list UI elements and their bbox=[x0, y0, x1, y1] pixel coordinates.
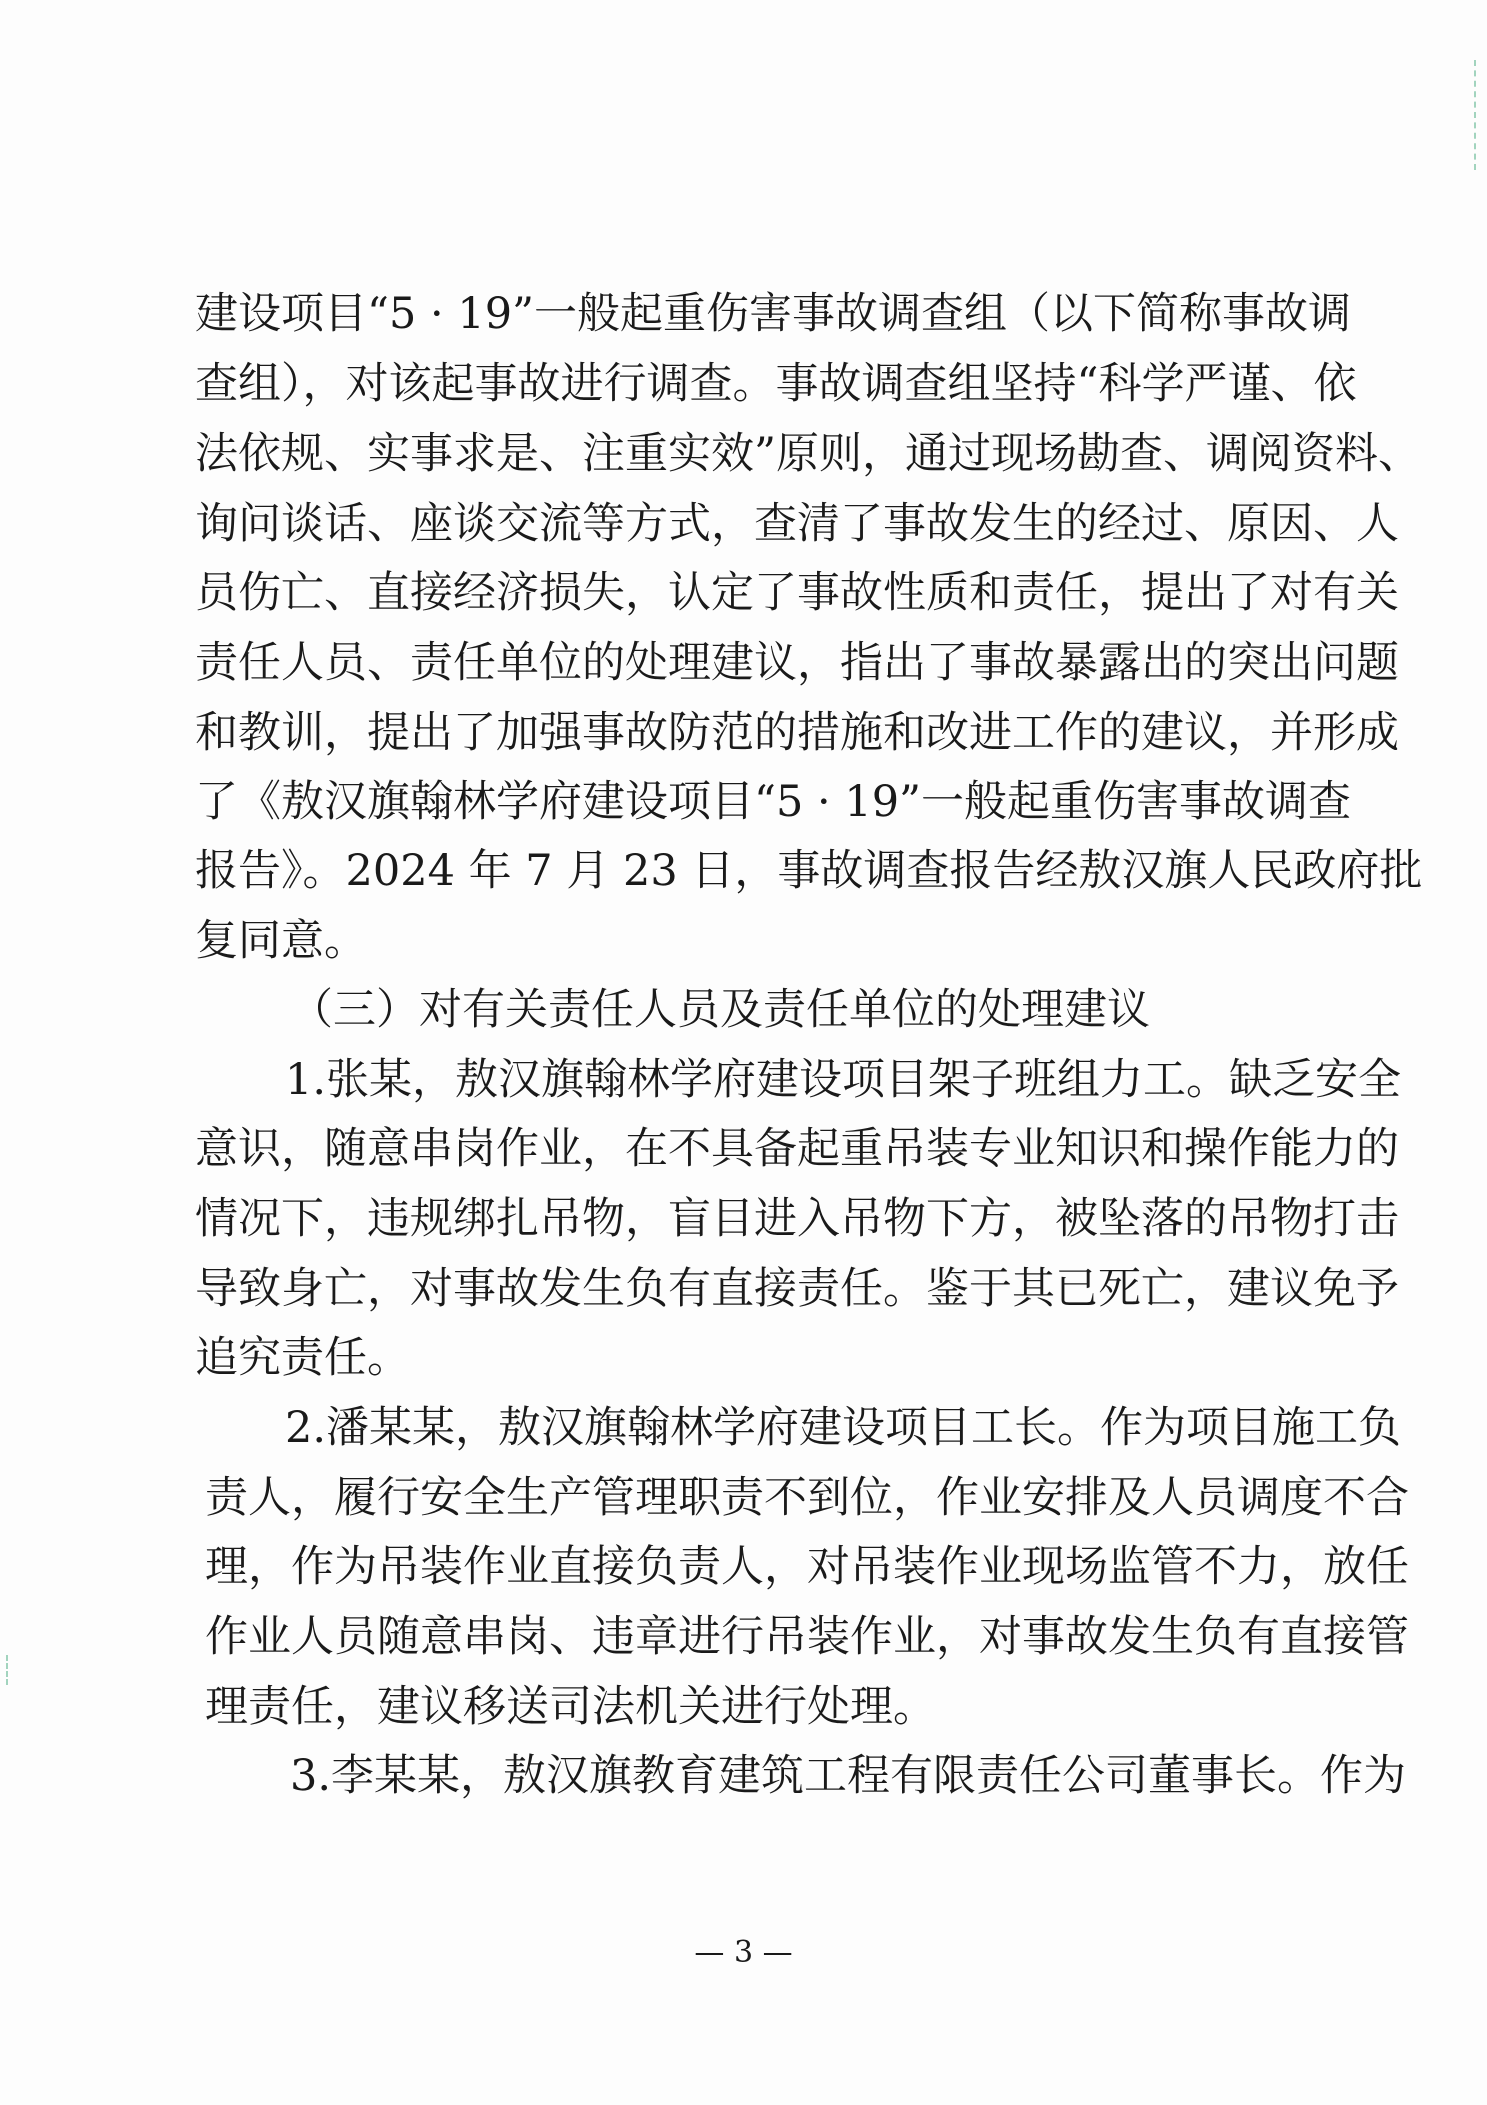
item-1-line: 情况下，违规绑扎吊物，盲目进入吊物下方，被坠落的吊物打击 bbox=[195, 1194, 1399, 1244]
item-3-line: 3.李某某，敖汉旗教育建筑工程有限责任公司董事长。作为 bbox=[290, 1751, 1407, 1801]
item-2-line: 理，作为吊装作业直接负责人，对吊装作业现场监管不力，放任 bbox=[205, 1542, 1409, 1592]
item-1-line: 意识，随意串岗作业，在不具备起重吊装专业知识和操作能力的 bbox=[195, 1124, 1399, 1174]
item-1-line: 导致身亡，对事故发生负有直接责任。鉴于其已死亡，建议免予 bbox=[195, 1264, 1399, 1314]
item-2-line: 理责任，建议移送司法机关进行处理。 bbox=[205, 1682, 936, 1732]
paragraph-line: 了《敖汉旗翰林学府建设项目“5 · 19”一般起重伤害事故调查 bbox=[195, 777, 1352, 827]
paragraph-line: 报告》。2024 年 7 月 23 日，事故调查报告经敖汉旗人民政府批 bbox=[195, 846, 1423, 896]
paragraph-line: 建设项目“5 · 19”一般起重伤害事故调查组（以下简称事故调 bbox=[195, 289, 1352, 339]
section-heading: （三）对有关责任人员及责任单位的处理建议 bbox=[290, 985, 1150, 1035]
paragraph-line: 和教训，提出了加强事故防范的措施和改进工作的建议，并形成 bbox=[195, 708, 1399, 758]
paragraph-line: 查组），对该起事故进行调查。事故调查组坚持“科学严谨、依 bbox=[195, 359, 1357, 409]
scan-edge-mark bbox=[1474, 60, 1476, 170]
paragraph-line: 询问谈话、座谈交流等方式，查清了事故发生的经过、原因、人 bbox=[195, 499, 1399, 549]
paragraph-line: 法依规、实事求是、注重实效”原则，通过现场勘查、调阅资料、 bbox=[195, 429, 1421, 479]
item-2-line: 作业人员随意串岗、违章进行吊装作业，对事故发生负有直接管 bbox=[205, 1612, 1409, 1662]
item-1-line: 1.张某，敖汉旗翰林学府建设项目架子班组力工。缺乏安全 bbox=[285, 1055, 1402, 1105]
paragraph-line: 责任人员、责任单位的处理建议，指出了事故暴露出的突出问题 bbox=[195, 638, 1399, 688]
item-2-line: 责人，履行安全生产管理职责不到位，作业安排及人员调度不合 bbox=[205, 1473, 1409, 1523]
page-number: — 3 — bbox=[694, 1935, 793, 1970]
scan-edge-mark bbox=[6, 1655, 8, 1685]
item-1-line: 追究责任。 bbox=[195, 1333, 410, 1383]
item-2-line: 2.潘某某，敖汉旗翰林学府建设项目工长。作为项目施工负 bbox=[285, 1403, 1402, 1453]
paragraph-line: 员伤亡、直接经济损失，认定了事故性质和责任，提出了对有关 bbox=[195, 568, 1399, 618]
paragraph-line: 复同意。 bbox=[195, 916, 367, 966]
